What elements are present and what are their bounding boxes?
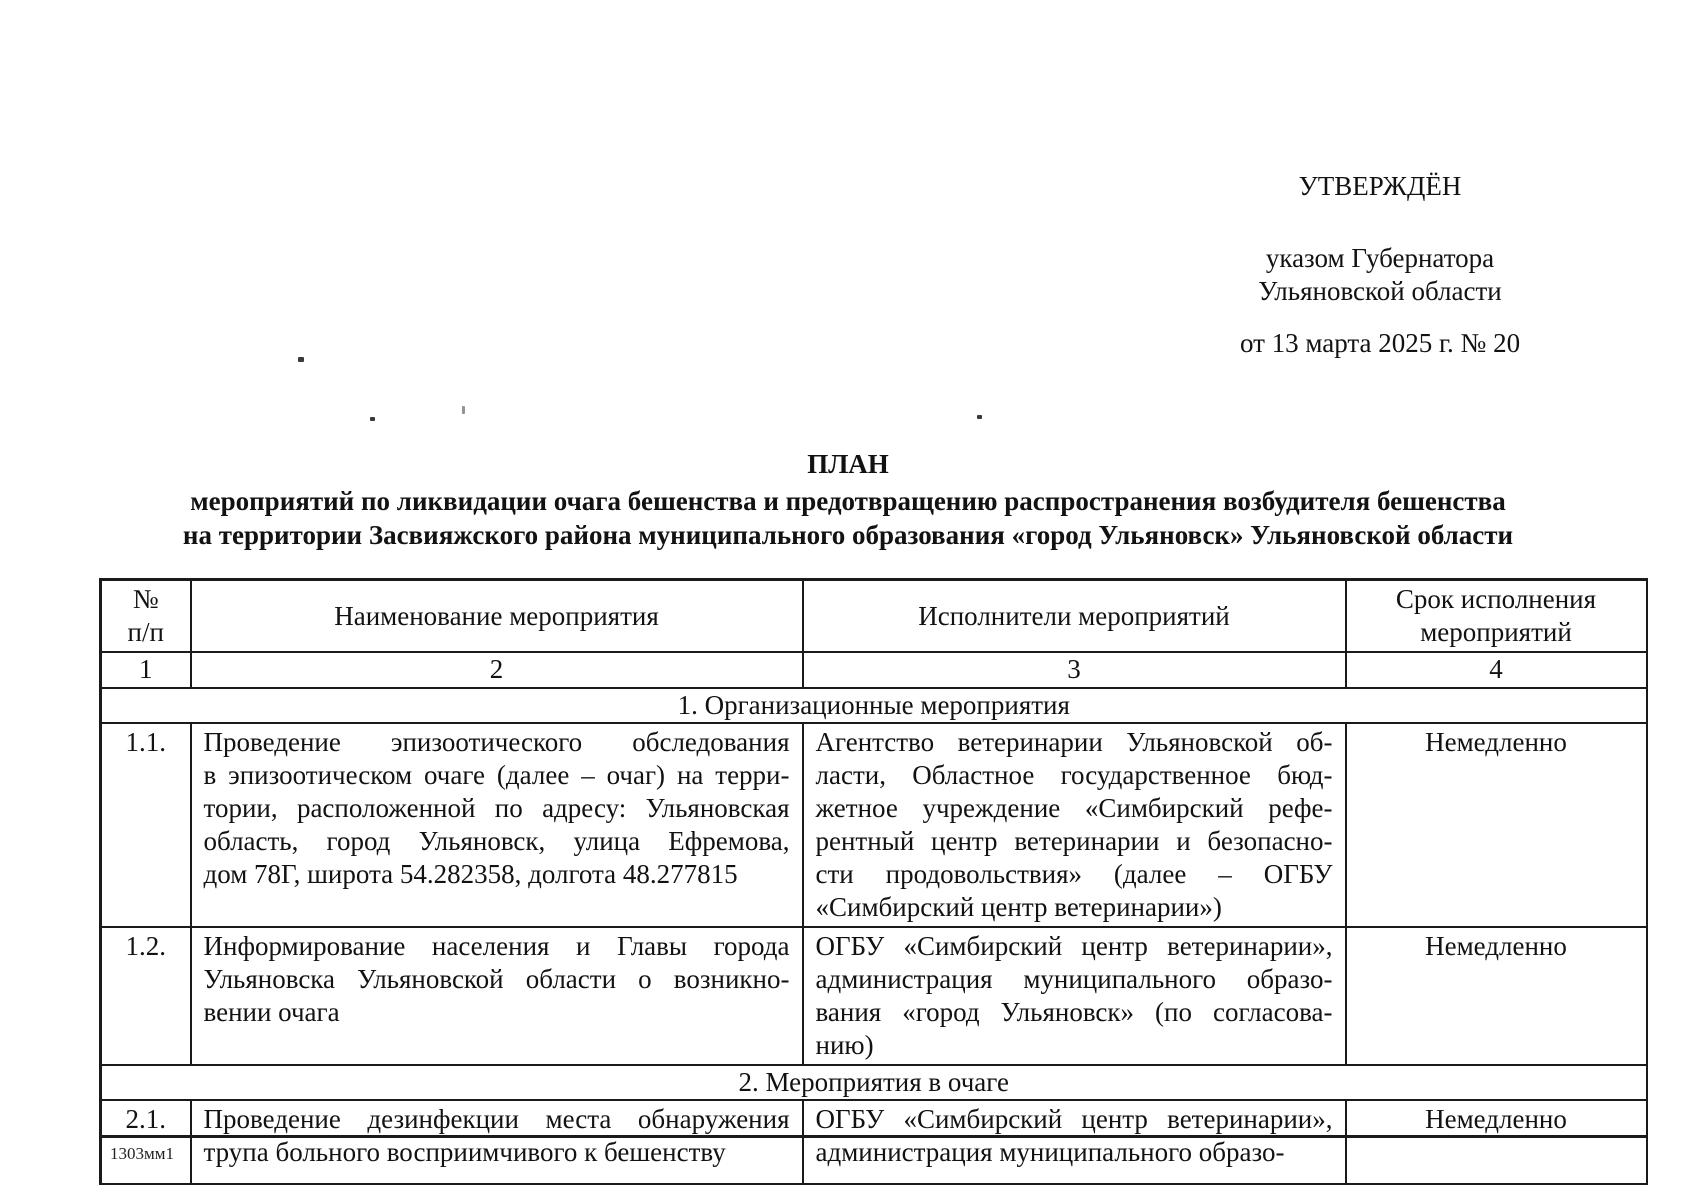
table-row <box>101 723 1647 927</box>
table-row <box>101 1100 1647 1184</box>
table-row <box>101 927 1647 1065</box>
approval-by-line2: Ульяновской области <box>1258 276 1502 306</box>
approval-by-line1: указом Губернатора <box>1265 243 1495 273</box>
row-activity: Информирование населения и Главы города Ульяновска Ульяновской области о возникно- вении очага <box>191 927 803 1065</box>
section-title: 2. Мероприятия в очаге <box>101 1065 1647 1100</box>
section-title: 1. Организационные мероприятия <box>101 688 1647 723</box>
row-number: 2.1. <box>101 1100 191 1184</box>
header-cell-num: № п/п <box>101 580 191 653</box>
page-subtitle-line1: мероприятий по ликвидации очага бешенства и предотвращению распространения возбудителя бешенства <box>190 486 1506 516</box>
row-deadline: Немедленно <box>1346 927 1647 1065</box>
row-deadline: Немедленно <box>1346 723 1647 927</box>
approval-gap <box>1090 308 1670 327</box>
plan-table <box>99 578 1648 1185</box>
scan-artifact <box>298 357 304 362</box>
row-deadline: Немедленно <box>1346 1100 1647 1184</box>
page-title: ПЛАН <box>807 449 889 479</box>
scan-artifact <box>462 406 465 414</box>
row-activity: Проведение дезинфекции места обнаружения трупа больного восприимчивого к бешенству <box>191 1100 803 1184</box>
row-activity: Проведение эпизоотического обследования в эпизоотическом очаге (далее – очаг) на терри- тории, расположенной по адресу: Ульяновская область, город Ульяновск, улица Ефремова, дом 78Г, широта 54.282358, долгота 48.277815 <box>191 723 803 927</box>
colnum-2: 2 <box>191 652 803 688</box>
row-number: 1.1. <box>101 723 191 927</box>
approval-gap <box>1090 203 1670 242</box>
header-cell-deadline: Срок исполнения мероприятий <box>1346 580 1647 653</box>
approval-date-line: от 13 марта 2025 г. № 20 <box>1239 328 1521 358</box>
section-row-1 <box>101 688 1647 723</box>
approval-stamp: УТВЕРЖДЁН <box>1298 171 1462 201</box>
table-header-row <box>101 580 1647 653</box>
document-title-block <box>73 447 1623 552</box>
header-cell-activity: Наименование мероприятия <box>191 580 803 653</box>
colnum-1: 1 <box>101 652 191 688</box>
section-row-2 <box>101 1065 1647 1100</box>
page-code: 1303мм1 <box>110 1144 175 1163</box>
column-numbering-row <box>101 652 1647 688</box>
colnum-3: 3 <box>803 652 1346 688</box>
row-number: 1.2. <box>101 927 191 1065</box>
page-subtitle-line2: на территории Засвияжского района муниципального образования «город Ульяновск» Ульяновской области <box>182 520 1514 550</box>
header-cell-executors: Исполнители мероприятий <box>803 580 1346 653</box>
row-executors: ОГБУ «Симбирский центр ветеринарии», администрация муниципального образо- <box>803 1100 1346 1184</box>
approval-block <box>1090 170 1670 360</box>
row-executors: ОГБУ «Симбирский центр ветеринарии», администрация муниципального образо- вания «город Ульяновск» (по согласова- нию) <box>803 927 1346 1065</box>
scan-artifact <box>977 415 982 419</box>
row-executors: Агентство ветеринарии Ульяновской об- ласти, Областное государственное бюд- жетное учреждение «Симбирский рефе- рентный центр ветеринарии и безопасно- сти продовольствия» (далее – ОГБУ «Симбирский центр ветеринарии») <box>803 723 1346 927</box>
colnum-4: 4 <box>1346 652 1647 688</box>
scan-artifact <box>370 417 375 421</box>
